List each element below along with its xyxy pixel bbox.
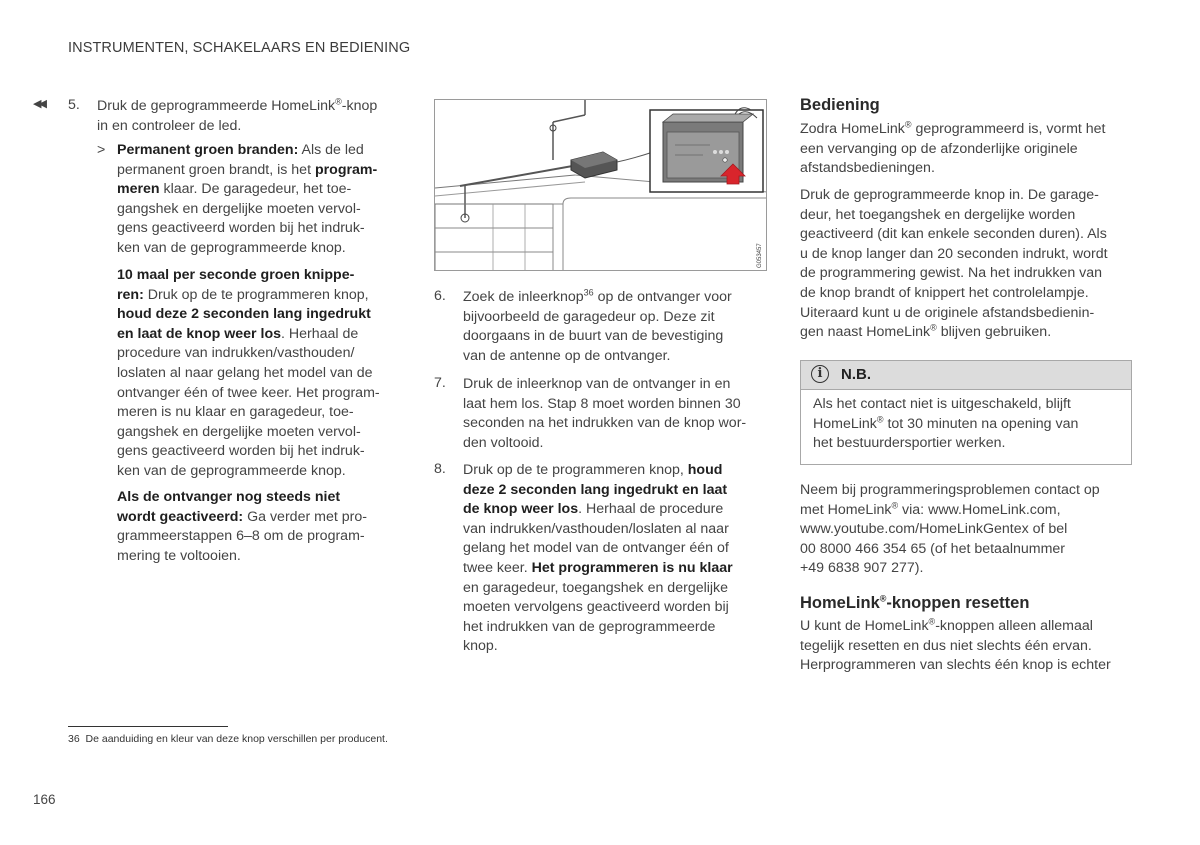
reset-paragraph: U kunt de HomeLink®-knoppen alleen allemaal tegelijk resetten en dus niet slechts één ervan. Herprogrammeren van slechts één knop is echter (800, 616, 1111, 674)
note-title: N.B. (841, 366, 871, 383)
section-heading-bediening: Bediening (800, 96, 880, 114)
note-box (800, 360, 1132, 465)
back-nav-icon[interactable]: ◀◀ (33, 98, 44, 110)
bediening-paragraph-1: Zodra HomeLink® geprogrammeerd is, vormt het een vervanging op de afzonderlijke originele afstandsbedieningen. (800, 119, 1106, 177)
running-header: INSTRUMENTEN, SCHAKELAARS EN BEDIENING (68, 40, 411, 56)
step-5: Druk de geprogrammeerde HomeLink®-knop in en controleer de led. (97, 96, 378, 134)
step-8: Druk op de te programmeren knop, houd deze 2 seconden lang ingedrukt en laat de knop weer los. Herhaal de procedure van indrukken/vasthouden/loslaten al naar gelang het model van de ontvanger één of twee keer. Het programmeren is nu klaar en garagedeur, toegangshek en dergelijke moeten vervolgens geactiveerd worden bij het indrukken van de geprogrammeerde knop. (463, 462, 733, 655)
footnote-text: De aanduiding en kleur van deze knop verschillen per producent. (85, 733, 388, 745)
step-number: 5. (68, 97, 80, 113)
contact-paragraph: Neem bij programmeringsproblemen contact op met HomeLink® via: www.HomeLink.com, www.youtube.com/HomeLinkGentex of bel 00 8000 466 354 65 (of het betaalnummer +49 6838 907 277). (800, 482, 1100, 577)
info-icon: i (811, 365, 829, 383)
figure-code: G053457 (757, 243, 763, 268)
note-header (801, 361, 1131, 390)
section-heading-reset: HomeLink®-knoppen resetten (800, 593, 1030, 612)
footnote (68, 733, 388, 745)
sub-permanent-green: Permanent groen branden: Als de led permanent groen brandt, is het program- meren klaar. De garagedeur, het toe- gangshek en dergelijke moeten vervol- gens geactiveerd worden bij het indruk- ken van de geprogrammeerde knop. (117, 142, 378, 256)
sub-arrow: > (97, 142, 106, 158)
step-7: Druk de inleerknop van de ontvanger in en laat hem los. Stap 8 moet worden binnen 30 seconden na het indrukken van de knop wor- den voltooid. (463, 376, 747, 451)
sub-not-activated: Als de ontvanger nog steeds niet wordt geactiveerd: Ga verder met pro- grammeerstappen 6–8 om de program- mering te voltooien. (117, 489, 367, 564)
note-text: Als het contact niet is uitgeschakeld, blijft HomeLink® tot 30 minuten na opening van het bestuurdersportier werken. (813, 396, 1079, 452)
step-number: 8. (434, 461, 446, 477)
step-number: 7. (434, 375, 446, 391)
page-number: 166 (33, 792, 56, 807)
footnote-number: 36 (68, 733, 80, 745)
sub-blinking-green: 10 maal per seconde groen knippe- ren: Druk op de te programmeren knop, houd deze 2 seconden lang ingedrukt en laat de knop weer los. Herhaal de procedure van indrukken/vasthouden/ loslaten al naar gelang het model van de ontvanger één of twee keer. Het program- meren is nu klaar en garagedeur, toe- gangshek en dergelijke moeten vervol- gens geactiveerd worden bij het indruk- ken van de geprogrammeerde knop. (117, 267, 380, 479)
garage-opener-illustration (434, 99, 767, 271)
step-number: 6. (434, 288, 446, 304)
step-6: Zoek de inleerknop$^{36}$ op de ontvanger voor bijvoorbeeld de garagedeur op. Deze zit doorgaans in de buurt van de bevestiging van de antenne op de ontvanger. (463, 287, 732, 364)
bediening-paragraph-2: Druk de geprogrammeerde knop in. De garage- deur, het toegangshek en dergelijke worden geactiveerd (dit kan enkele seconden duren). Als u de knop langer dan 20 seconden indrukt, wordt de programmering gewist. Na het indrukken van de knop brandt of knippert het controlelampje. Uiteraard kunt u de originele afstandsbedienin- gen naast HomeLink® blijven gebruiken. (800, 187, 1108, 341)
garage-opener-drawing (435, 100, 767, 271)
footnote-rule (68, 726, 228, 727)
